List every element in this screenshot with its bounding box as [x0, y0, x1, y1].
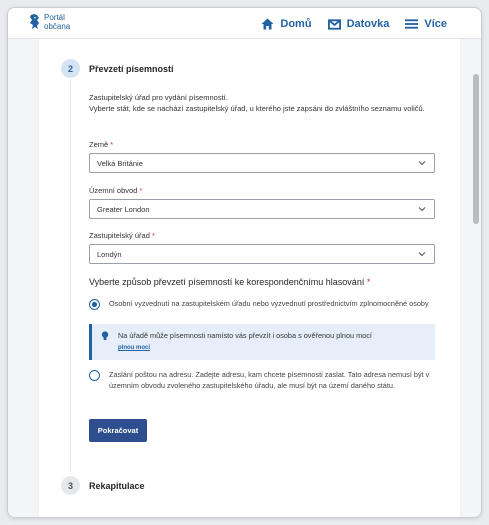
intro-line2: Vyberte stát, kde se nachází zastupitelský úřad, u kterého jste zapsáni do zvláštního seznamu voličů. — [89, 104, 425, 113]
embassy-select[interactable] — [89, 244, 435, 264]
step-2-number: 2 — [61, 59, 80, 78]
step-2-header[interactable] — [61, 59, 174, 78]
chevron-down-icon — [418, 160, 426, 166]
country-required-mark: * — [110, 140, 114, 149]
power-of-attorney-link[interactable]: plnou mocí — [118, 345, 150, 351]
logo-line1: Portál — [44, 13, 65, 22]
embassy-value: Londýn — [97, 249, 122, 259]
district-value: Greater London — [97, 204, 150, 214]
menu-icon — [405, 18, 418, 30]
page-background-left — [8, 39, 38, 518]
country-label — [89, 140, 113, 149]
embassy-required-mark: * — [151, 231, 155, 240]
info-text: Na úřadě může písemnosti namísto vás převzít i osoba s ověřenou plnou mocí — [118, 331, 372, 340]
chevron-down-icon — [418, 206, 426, 212]
site-header — [8, 8, 481, 39]
country-select[interactable] — [89, 153, 435, 173]
main-nav — [261, 8, 447, 39]
continue-button[interactable]: Pokračovat — [89, 419, 147, 442]
step-2-intro — [89, 92, 439, 114]
home-icon — [261, 18, 274, 30]
step-3-number: 3 — [61, 476, 80, 495]
nav-datovka[interactable] — [328, 18, 390, 30]
intro-line1: Zastupitelský úřad pro vydání písemností. — [89, 93, 228, 102]
scrollbar-thumb[interactable] — [473, 74, 479, 224]
district-select[interactable] — [89, 199, 435, 219]
nav-datovka-label: Datovka — [346, 17, 390, 30]
personal-pickup-radio[interactable] — [89, 299, 100, 310]
country-label-text: Země — [89, 140, 109, 149]
postal-delivery-radio[interactable] — [89, 370, 100, 381]
browser-window — [7, 7, 482, 518]
embassy-label-text: Zastupitelský úřad — [89, 231, 150, 240]
nav-home[interactable] — [261, 18, 311, 30]
district-required-mark: * — [139, 186, 143, 195]
logo-text — [44, 13, 70, 31]
lion-emblem-icon — [28, 13, 41, 30]
step-2-title: Převzetí písemností — [89, 63, 174, 74]
portal-logo[interactable] — [28, 13, 70, 31]
chevron-down-icon — [418, 251, 426, 257]
delivery-question — [89, 277, 370, 287]
delivery-required-mark: * — [366, 277, 371, 287]
mail-icon — [328, 18, 341, 30]
step-3-header[interactable] — [61, 476, 145, 495]
nav-more-label: Více — [424, 17, 447, 30]
step-connector-line — [70, 81, 71, 471]
embassy-label — [89, 231, 155, 240]
lightbulb-icon — [101, 331, 109, 341]
postal-delivery-label[interactable]: Zaslání poštou na adresu. Zadejte adresu, kam chcete písemnosti zaslat. Tato adresa nemusí být v územním obvodu zvoleného zastupitelského úřadu, ale musí být na území daného státu. — [109, 370, 430, 390]
delivery-question-text: Vyberte způsob převzetí písemností ke korespondenčnímu hlasování — [89, 277, 365, 287]
district-label — [89, 186, 142, 195]
logo-line2: občana — [44, 22, 71, 31]
personal-pickup-label[interactable]: Osobní vyzvednutí na zastupitelském úřadu nebo vyzvednutí prostřednictvím zplnomocněné osoby — [109, 299, 429, 308]
nav-more[interactable] — [405, 18, 447, 30]
form-card — [38, 39, 461, 518]
step-3-title: Rekapitulace — [89, 480, 145, 491]
info-box — [89, 324, 435, 360]
nav-home-label: Domů — [280, 17, 312, 30]
country-value: Velká Británie — [97, 158, 143, 168]
district-label-text: Územní obvod — [89, 186, 138, 195]
